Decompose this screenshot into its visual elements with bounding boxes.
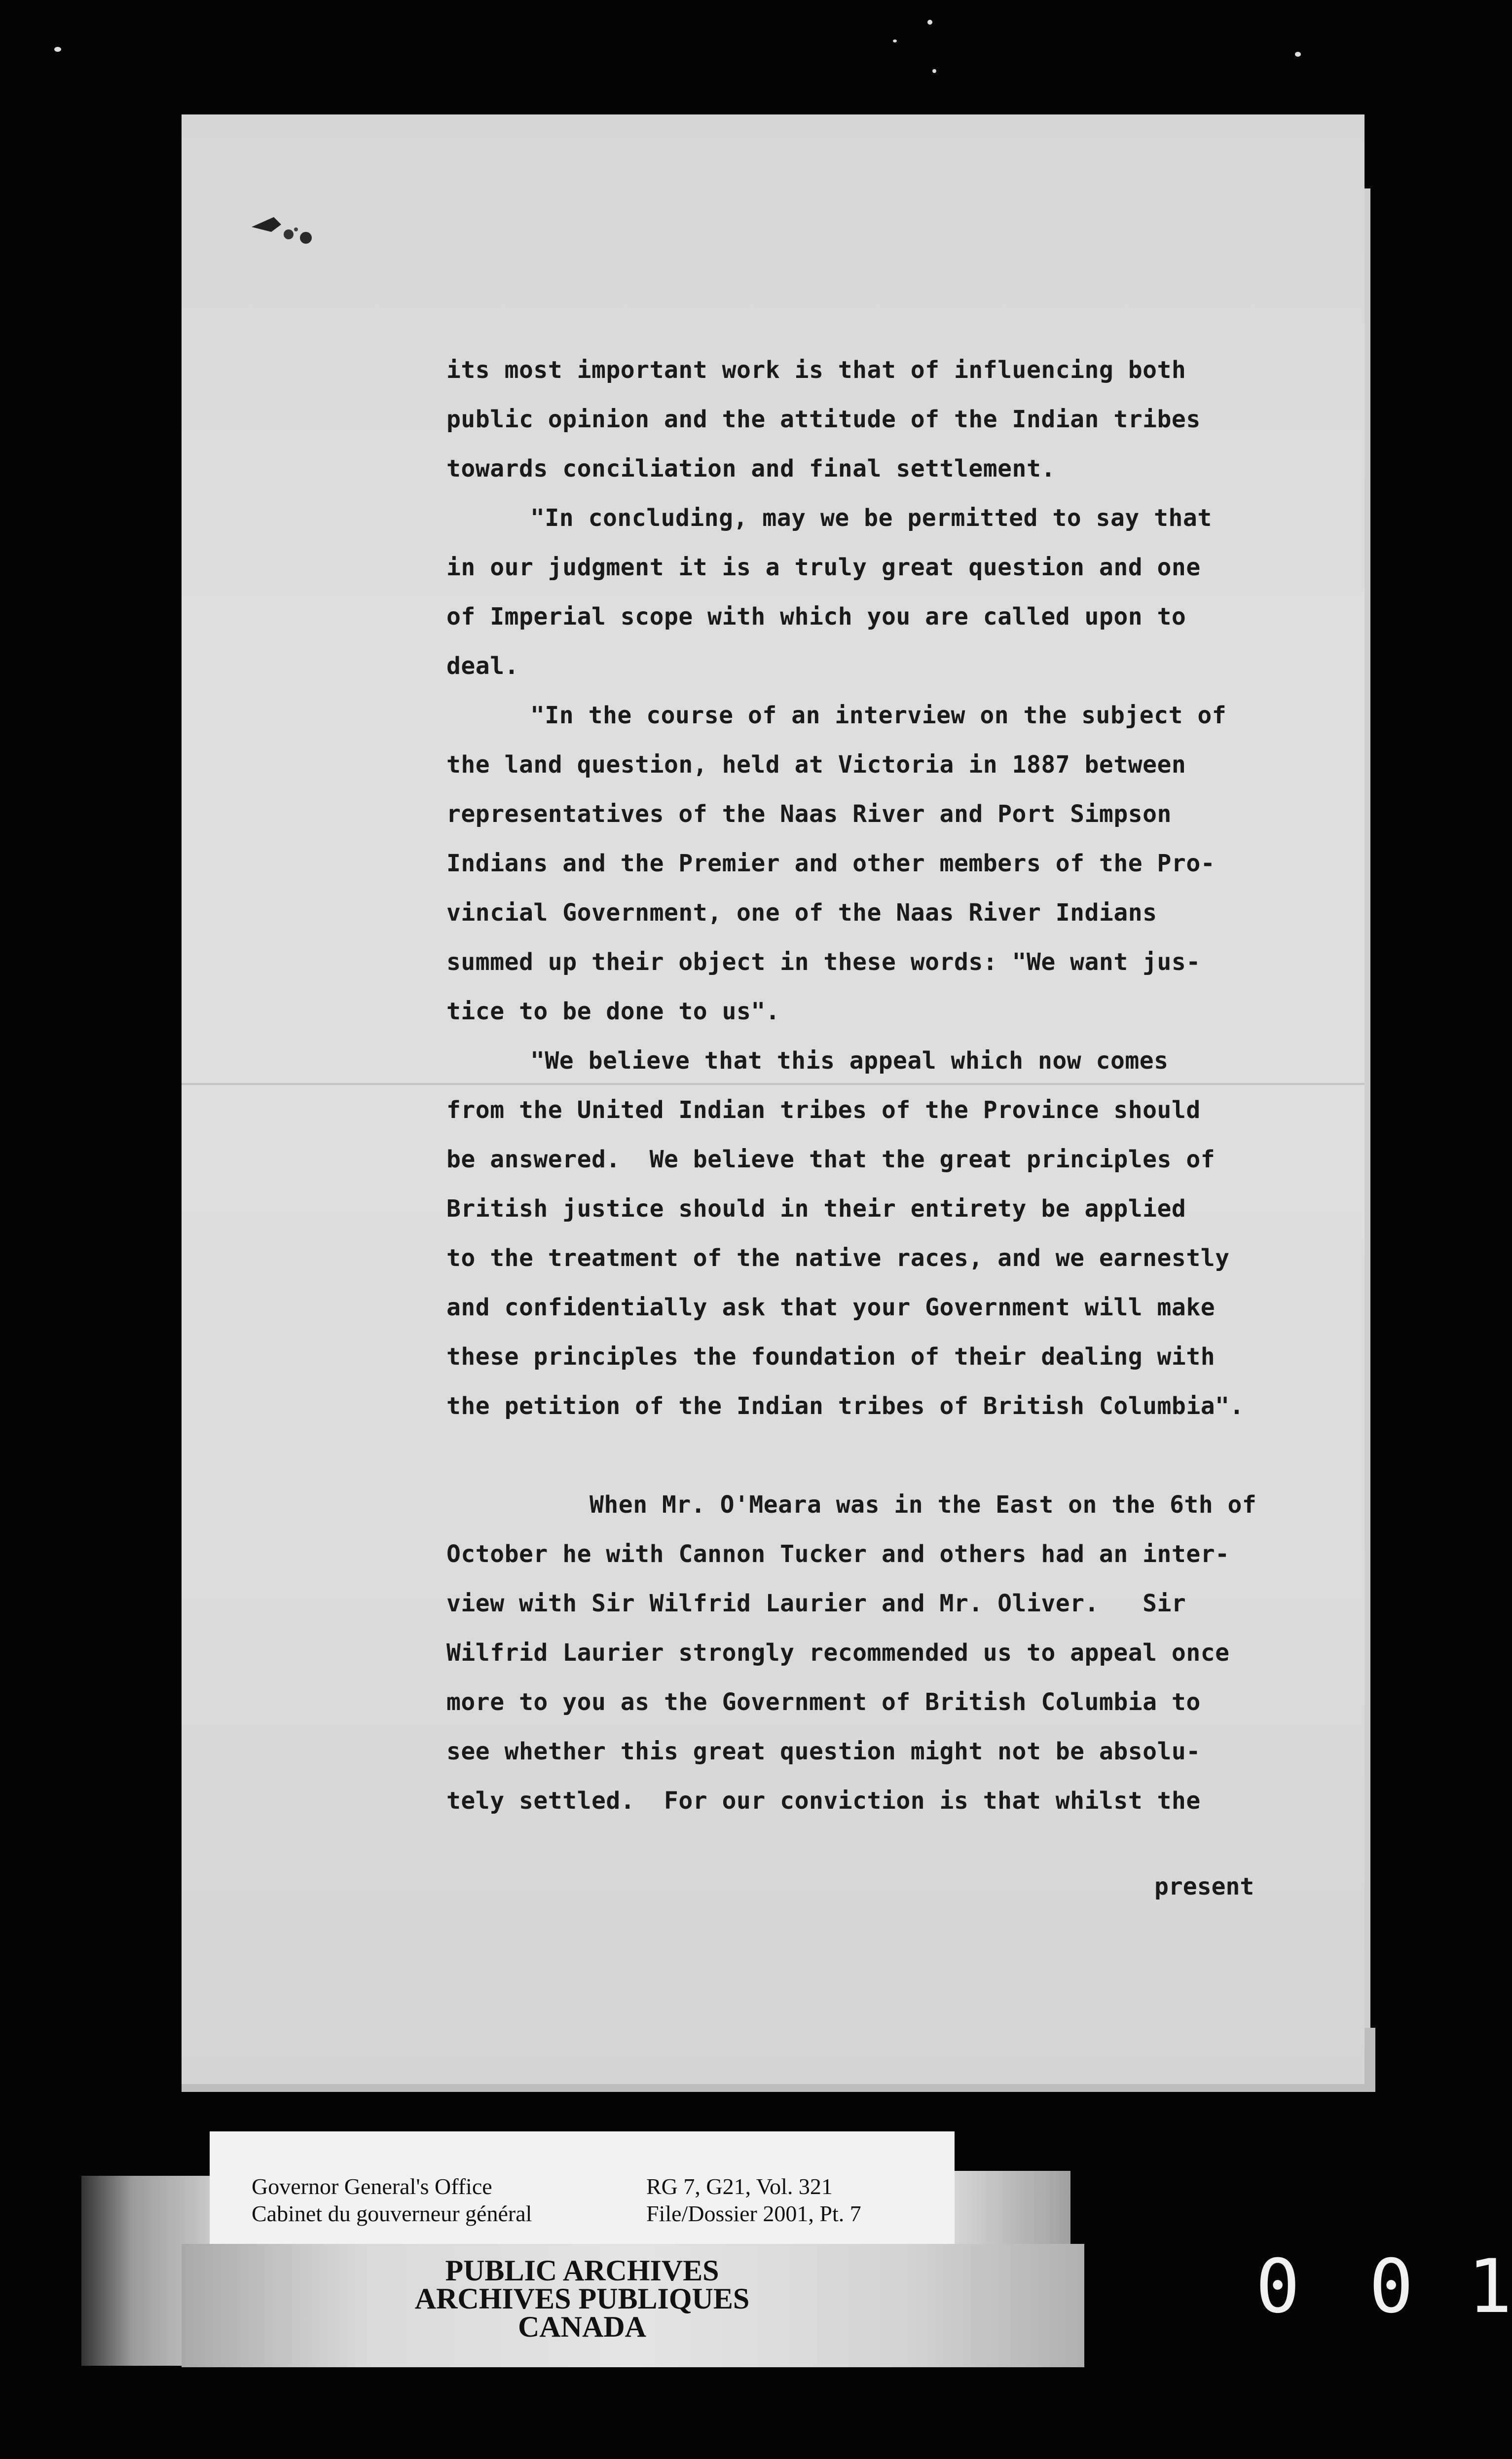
text-line: summed up their object in these words: "We want jus- bbox=[446, 948, 1201, 976]
film-edge-right bbox=[955, 2171, 1070, 2245]
office-name-fr: Cabinet du gouverneur général bbox=[252, 2201, 532, 2226]
text-line: more to you as the Government of British Columbia to bbox=[446, 1688, 1201, 1716]
text-line: be answered. We believe that the great principles of bbox=[446, 1146, 1216, 1173]
text-line: the land question, held at Victoria in 1887 between bbox=[446, 751, 1186, 779]
text-line: in our judgment it is a truly great question and one bbox=[446, 554, 1201, 581]
office-name-en: Governor General's Office bbox=[252, 2174, 492, 2199]
stamp-line-en: PUBLIC ARCHIVES bbox=[445, 2254, 719, 2287]
text-line: When Mr. O'Meara was in the East on the 6th of bbox=[590, 1491, 1257, 1519]
record-group-reference: RG 7, G21, Vol. 321 bbox=[646, 2174, 833, 2199]
text-line: from the United Indian tribes of the Province should bbox=[446, 1096, 1201, 1124]
ink-smudge-icon bbox=[247, 207, 321, 257]
text-line: public opinion and the attitude of the Indian tribes bbox=[446, 406, 1201, 433]
catchword: present bbox=[1154, 1873, 1254, 1900]
text-line: its most important work is that of influencing both bbox=[446, 356, 1186, 384]
text-line: towards conciliation and final settlement. bbox=[446, 455, 1056, 483]
frame-digit: 1 bbox=[1468, 2244, 1512, 2330]
file-reference: File/Dossier 2001, Pt. 7 bbox=[646, 2201, 861, 2226]
text-line: vincial Government, one of the Naas River Indians bbox=[446, 899, 1157, 927]
film-speck bbox=[932, 69, 936, 73]
film-speck bbox=[893, 39, 897, 42]
text-line: to the treatment of the native races, and we earnestly bbox=[446, 1244, 1230, 1272]
film-speck bbox=[54, 47, 61, 52]
text-line: "We believe that this appeal which now comes bbox=[530, 1047, 1169, 1075]
text-line: view with Sir Wilfrid Laurier and Mr. Oliver. Sir bbox=[446, 1590, 1186, 1617]
text-line: and confidentially ask that your Government will make bbox=[446, 1294, 1216, 1321]
text-line: representatives of the Naas River and Port Simpson bbox=[446, 800, 1172, 828]
text-line: deal. bbox=[446, 652, 519, 680]
text-line: October he with Cannon Tucker and others had an inter- bbox=[446, 1540, 1230, 1568]
text-line: "In the course of an interview on the subject of bbox=[530, 702, 1227, 729]
text-line: these principles the foundation of their dealing with bbox=[446, 1343, 1216, 1371]
text-line: British justice should in their entirety be applied bbox=[446, 1195, 1186, 1223]
film-speck bbox=[1295, 52, 1301, 57]
film-speck bbox=[927, 20, 932, 25]
frame-digit: 0 bbox=[1369, 2244, 1414, 2330]
stamp-line-fr: ARCHIVES PUBLIQUES bbox=[414, 2282, 750, 2315]
frame-digit: 0 bbox=[1255, 2244, 1300, 2330]
typed-text-body bbox=[446, 345, 1315, 1826]
text-line: tely settled. For our conviction is that whilst the bbox=[446, 1787, 1201, 1815]
text-line: Indians and the Premier and other members of the Pro- bbox=[446, 850, 1216, 877]
text-line: see whether this great question might not be absolu- bbox=[446, 1738, 1201, 1765]
text-line: the petition of the Indian tribes of British Columbia". bbox=[446, 1392, 1244, 1420]
text-line: "In concluding, may we be permitted to say that bbox=[530, 504, 1212, 532]
text-line: tice to be done to us". bbox=[446, 998, 780, 1025]
text-line: Wilfrid Laurier strongly recommended us to appeal once bbox=[446, 1639, 1230, 1667]
text-line: of Imperial scope with which you are called upon to bbox=[446, 603, 1186, 631]
stamp-line-country: CANADA bbox=[518, 2310, 646, 2343]
paragraph-gap bbox=[446, 1431, 1315, 1480]
